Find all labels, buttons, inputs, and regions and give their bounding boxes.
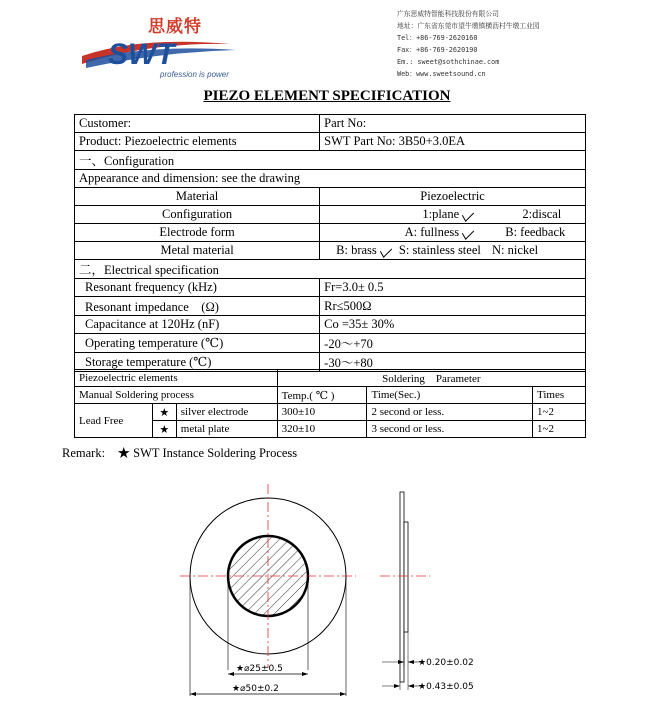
appearance-cell: Appearance and dimension: see the drawing [75,170,586,188]
electrode-type: silver electrode [176,404,277,421]
times-header: Times [533,387,586,404]
customer-cell: Customer: [75,115,320,133]
company-name: 广东思威特智能科技股份有限公司 [397,10,499,18]
table-row [75,370,586,387]
soldering-table [74,369,586,438]
soldering-parameter-header: Soldering Parameter [277,370,585,387]
company-fax: Fax：+86-769-2620190 [397,46,478,54]
table-row [75,404,586,421]
configuration-option-plane [324,207,474,222]
star-icon: ★ [152,421,176,438]
side-view [380,492,474,692]
times-value: 1~2 [533,404,586,421]
temp-value: 300±10 [277,404,367,421]
electrode-option-fullness [324,225,474,240]
material-label: Material [75,188,320,206]
remark-text: Remark: ★ SWT Instance Soldering Process [62,446,298,460]
ceramic-side [404,522,408,632]
electrical-value: -30～+80 [320,353,586,372]
electrical-value: Co =35± 30% [320,316,586,334]
soldering-elements-header: Piezoelectric elements [75,370,278,387]
times-value: 1~2 [533,421,586,438]
electrical-value: -20～+70 [320,334,586,353]
star-icon: ★ [152,404,176,421]
electrical-value: Fr=3.0± 0.5 [320,279,586,297]
electrical-label: Resonant impedance (Ω) [75,297,320,316]
checkmark-icon [380,243,392,258]
table-row [75,133,586,151]
lead-free-label: Lead Free [75,404,153,438]
configuration-label: Configuration [75,206,320,224]
dim-outer-label: ★⌀50±0.2 [232,684,279,694]
electrode-option-feedback: B: feedback [505,225,566,239]
metal-opt1-text: B: brass [336,243,377,257]
front-view [180,484,356,696]
manual-soldering-label: Manual Soldering process [75,387,278,404]
table-row [75,224,586,242]
time-header: Time(Sec.) [367,387,533,404]
table-row [75,387,586,404]
table-row [75,279,586,297]
metal-plate-side [400,492,404,682]
electrode-type: metal plate [176,421,277,438]
electrical-label: Capacitance at 120Hz (nF) [75,316,320,334]
electrical-value: Rr≤500Ω [320,297,586,316]
configuration-option-discal: 2:discal [522,207,562,221]
metal-option-brass [336,243,392,257]
logo-text: SWT [108,38,175,71]
checkmark-icon [462,207,474,222]
dim-total-label: ★0.43±0.05 [418,682,474,692]
table-row [75,170,586,188]
table-row [75,260,586,279]
metal-option-stainless: S: stainless steel [398,243,481,257]
document-title: PIEZO ELEMENT SPECIFICATION [203,88,451,104]
swt-logo [80,30,240,72]
spec-table [74,114,586,372]
temp-header: Temp.( ℃ ) [277,387,367,404]
electrode-options [320,224,586,242]
table-row [75,206,586,224]
section-electrical: 二，Electrical specification [75,260,586,279]
table-row [75,297,586,316]
logo-tagline: profession is power [160,70,229,79]
checkmark-icon [462,225,474,240]
metal-option-nickel: N: nickel [491,243,539,257]
metal-options [320,242,586,260]
electrical-label: Storage temperature (℃) [75,353,320,372]
logo-chinese-name: 思威特 [148,17,202,37]
configuration-opt1-text: 1:plane [422,207,460,221]
table-row [75,115,586,133]
swt-part-no-cell: SWT Part No: 3B50+3.0EA [320,133,586,151]
dim-inner-label: ★⌀25±0.5 [236,664,283,674]
company-email: Em.: sweet@sothchinae.com [397,58,500,66]
table-row [75,334,586,353]
electrode-label: Electrode form [75,224,320,242]
material-value: Piezoelectric [320,188,586,206]
company-tel: Tel：+86-769-2620160 [397,34,478,42]
part-no-cell: Part No: [320,115,586,133]
dim-ceramic-label: ★0.20±0.02 [418,658,474,668]
table-row [75,188,586,206]
electrode-opt1-text: A: fullness [404,225,460,239]
product-cell: Product: Piezoelectric elements [75,133,320,151]
time-value: 3 second or less. [367,421,533,438]
metal-label: Metal material [75,242,320,260]
company-web: Web：www.sweetsound.cn [397,70,486,78]
electrical-label: Operating temperature (℃) [75,334,320,353]
configuration-options [320,206,586,224]
electrical-label: Resonant frequency (kHz) [75,279,320,297]
company-info [397,8,540,80]
section-configuration: 一、Configuration [75,151,586,170]
temp-value: 320±10 [277,421,367,438]
table-row [75,151,586,170]
table-row [75,316,586,334]
element-drawing [0,462,654,703]
company-address: 地址：广东省东莞市望牛墩镇横沥村牛墩工业园 [397,22,540,30]
table-row [75,242,586,260]
time-value: 2 second or less. [367,404,533,421]
